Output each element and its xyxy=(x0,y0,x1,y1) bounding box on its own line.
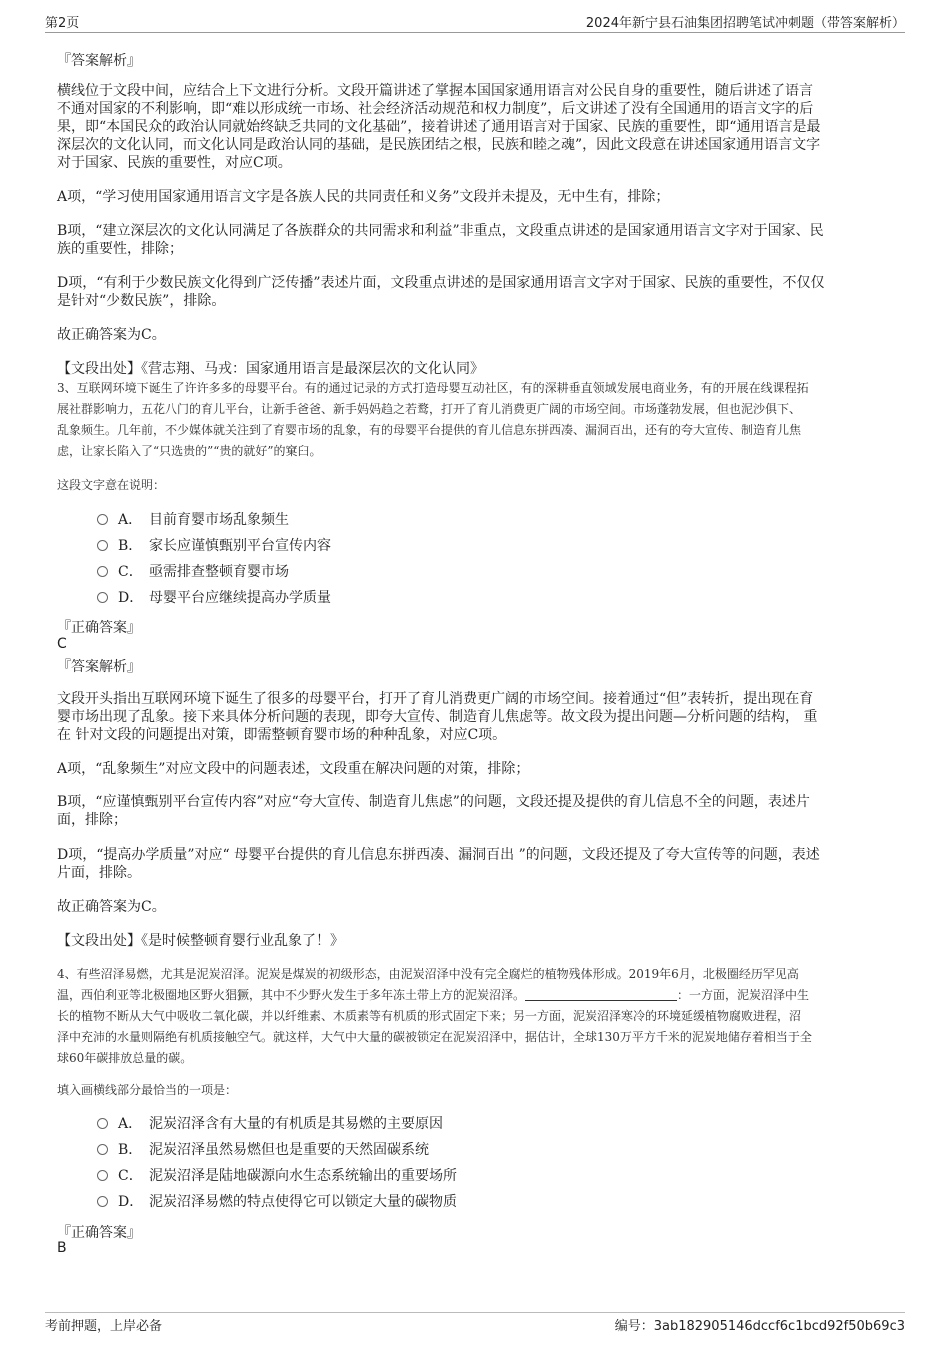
q2-item-d-line: 是针对“少数民族”，排除。 xyxy=(57,293,226,309)
q2-analysis-line: 对于国家、民族的重要性，对应C项。 xyxy=(57,155,292,171)
q2-analysis-text xyxy=(57,82,897,172)
radio-button[interactable] xyxy=(97,514,108,525)
option-text: 亟需排查整顿育婴市场 xyxy=(149,564,289,580)
q2-item-b-line: B项，“建立深层次的文化认同满足了各族群众的共同需求和利益”非重点，文段重点讲述的是国家通用语言文字对于国家、民 xyxy=(57,223,824,239)
q4-option-c[interactable] xyxy=(97,1166,457,1186)
radio-button[interactable] xyxy=(97,1118,108,1129)
q4-passage xyxy=(57,964,902,1069)
q2-analysis-line: 不通对国家的不利影响，即“难以形成统一市场、社会经济活动规范和权力制度”，后文讲述了没有全国通用的语言文字的后 xyxy=(57,101,814,117)
q3-analysis-line: 文段开头指出互联网环境下诞生了很多的母婴平台，打开了育儿消费更广阔的市场空间。接着通过“但”表转折，提出现在育 xyxy=(57,691,814,707)
q3-passage-line: 虑，让家长陷入了“只选贵的”“贵的就好”的窠臼。 xyxy=(57,444,322,458)
q3-correct-label: 『正确答案』 xyxy=(57,620,141,636)
radio-button[interactable] xyxy=(97,592,108,603)
q3-conclusion: 故正确答案为C。 xyxy=(57,899,166,915)
q4-options xyxy=(97,1114,457,1212)
footer-slogan: 考前押题，上岸必备 xyxy=(45,1319,163,1334)
q3-option-c[interactable] xyxy=(97,562,331,582)
q4-passage-line-blank xyxy=(57,985,902,1006)
option-text: 家长应谨慎甄别平台宣传内容 xyxy=(149,538,331,554)
option-letter: A． xyxy=(118,1116,143,1132)
q2-item-d-line: D项，“有利于少数民族文化得到广泛传播”表述片面，文段重点讲述的是国家通用语言文字对于国家、民族的重要性，不仅仅 xyxy=(57,275,825,291)
option-letter: C． xyxy=(118,1168,143,1184)
q3-analysis-label: 『答案解析』 xyxy=(57,659,141,675)
q3-source: 【文段出处】《是时候整顿育婴行业乱象了！》 xyxy=(57,933,344,949)
q4-option-d[interactable] xyxy=(97,1192,457,1212)
q4-passage-line: 长的植物不断从大气中吸收二氧化碳，并以纤维素、木质素等有机质的形式固定下来；另一方面，泥炭沼泽寒冷的环境延缓植物腐败进程，沼 xyxy=(57,1009,802,1023)
q3-analysis-text xyxy=(57,690,897,744)
q3-analysis-line: 婴市场出现了乱象。接下来具体分析问题的表现，即夸大宣传、制造育儿焦虑等。故文段为提出问题—分析问题的结构， 重 xyxy=(57,709,818,725)
q3-passage xyxy=(57,378,897,462)
page-header xyxy=(45,12,905,33)
q2-analysis-line: 横线位于文段中间，应结合上下文进行分析。文段开篇讲述了掌握本国国家通用语言对公民自身的重要性，随后讲述了语言 xyxy=(57,83,813,99)
q2-item-b-line: 族的重要性，排除； xyxy=(57,241,183,257)
q2-analysis-line: 果，即“本国民众的政治认同就始终缺乏共同的文化基础”，接着讲述了通用语言对于国家、民族的重要性，即“通用语言是最 xyxy=(57,119,821,135)
option-letter: A． xyxy=(118,512,143,528)
q4-option-b[interactable] xyxy=(97,1140,457,1160)
q4-passage-text: ：一方面，泥炭沼泽中生 xyxy=(677,988,810,1002)
option-letter: B． xyxy=(118,1142,143,1158)
q3-option-d[interactable] xyxy=(97,588,331,608)
q3-item-d xyxy=(57,846,897,882)
radio-button[interactable] xyxy=(97,1196,108,1207)
q3-item-d-line: D项，“提高办学质量”对应“ 母婴平台提供的育儿信息东拼西凑、漏洞百出 ”的问题，文段还提及了夸大宣传等的问题，表述 xyxy=(57,847,820,863)
q3-passage-line: 3、互联网环境下诞生了许许多多的母婴平台。有的通过记录的方式打造母婴互动社区，有的深耕垂直领域发展电商业务，有的开展在线课程拓 xyxy=(57,381,809,395)
q3-analysis-line: 在 针对文段的问题提出对策，即需整顿育婴市场的种种乱象，对应C项。 xyxy=(57,727,507,743)
q4-passage-line: 泽中充沛的水量则隔绝有机质接触空气。就这样，大气中大量的碳被锁定在泥炭沼泽中，据估计，全球130万平方千米的泥炭地储存着相当于全 xyxy=(57,1030,812,1044)
document-title: 2024年新宁县石油集团招聘笔试冲刺题（带答案解析） xyxy=(585,16,905,31)
page-number: 第2页 xyxy=(45,16,80,31)
q2-item-a: A项，“学习使用国家通用语言文字是各族人民的共同责任和义务”文段并未提及，无中生有，排除； xyxy=(57,189,670,205)
option-letter: D． xyxy=(118,590,144,606)
q4-correct-answer: B xyxy=(57,1240,67,1256)
q3-item-b-line: 面，排除； xyxy=(57,812,127,828)
q3-item-b-line: B项，“应谨慎甄别平台宣传内容”对应“夸大宣传、制造育儿焦虑”的问题，文段还提及提供的育儿信息不全的问题，表述片 xyxy=(57,794,810,810)
q3-item-d-line: 片面，排除。 xyxy=(57,865,141,881)
q3-correct-answer: C xyxy=(57,636,67,652)
q2-analysis-line: 深层次的文化认同，而文化认同是政治认同的基础，是民族团结之根，民族和睦之魂”，因此文段意在讲述国家通用语言文字 xyxy=(57,137,821,153)
q2-source: 【文段出处】《营志翔、马戎：国家通用语言是最深层次的文化认同》 xyxy=(57,361,484,377)
q3-prompt: 这段文字意在说明： xyxy=(57,478,166,492)
radio-button[interactable] xyxy=(97,540,108,551)
option-text: 泥炭沼泽虽然易燃但也是重要的天然固碳系统 xyxy=(149,1142,429,1158)
option-text: 泥炭沼泽含有大量的有机质是其易燃的主要原因 xyxy=(149,1116,443,1132)
q2-analysis-label: 『答案解析』 xyxy=(57,53,141,69)
radio-button[interactable] xyxy=(97,1170,108,1181)
q4-passage-line: 4、有些沼泽易燃，尤其是泥炭沼泽。泥炭是煤炭的初级形态，由泥炭沼泽中没有完全腐烂的植物残体形成。2019年6月，北极圈经历罕见高 xyxy=(57,967,799,981)
q4-prompt: 填入画横线部分最恰当的一项是： xyxy=(57,1083,238,1097)
q4-passage-text: 温，西伯利亚等北极圈地区野火猖獗，其中不少野火发生于多年冻土带上方的泥炭沼泽。 xyxy=(57,988,526,1002)
option-letter: D． xyxy=(118,1194,144,1210)
fill-blank xyxy=(525,988,677,1001)
q2-item-b xyxy=(57,222,897,258)
q4-passage-line: 球60年碳排放总量的碳。 xyxy=(57,1051,193,1065)
q3-options xyxy=(97,510,331,608)
radio-button[interactable] xyxy=(97,566,108,577)
option-text: 目前育婴市场乱象频生 xyxy=(149,512,289,528)
q2-conclusion: 故正确答案为C。 xyxy=(57,327,166,343)
q3-passage-line: 展社群影响力，五花八门的育儿平台，让新手爸爸、新手妈妈趋之若鹜，打开了育儿消费更广阔的市场空间。市场蓬勃发展，但也泥沙俱下、 xyxy=(57,402,802,416)
document-serial: 编号：3ab182905146dccf6c1bcd92f50b69c3 xyxy=(614,1319,905,1334)
q4-option-a[interactable] xyxy=(97,1114,457,1134)
q3-item-b xyxy=(57,793,897,829)
radio-button[interactable] xyxy=(97,1144,108,1155)
page-footer xyxy=(45,1312,905,1335)
option-text: 泥炭沼泽是陆地碳源向水生态系统输出的重要场所 xyxy=(149,1168,457,1184)
q3-option-b[interactable] xyxy=(97,536,331,556)
option-letter: C． xyxy=(118,564,143,580)
q3-passage-line: 乱象频生。几年前，不少媒体就关注到了育婴市场的乱象，有的母婴平台提供的育儿信息东拼西凑、漏洞百出，还有的夸大宣传、制造育儿焦 xyxy=(57,423,802,437)
option-letter: B． xyxy=(118,538,143,554)
q3-option-a[interactable] xyxy=(97,510,331,530)
q4-correct-label: 『正确答案』 xyxy=(57,1225,141,1241)
option-text: 母婴平台应继续提高办学质量 xyxy=(149,590,331,606)
q3-item-a: A项，“乱象频生”对应文段中的问题表述，文段重在解决问题的对策，排除； xyxy=(57,761,530,777)
option-text: 泥炭沼泽易燃的特点使得它可以锁定大量的碳物质 xyxy=(149,1194,457,1210)
q2-item-d xyxy=(57,274,897,310)
